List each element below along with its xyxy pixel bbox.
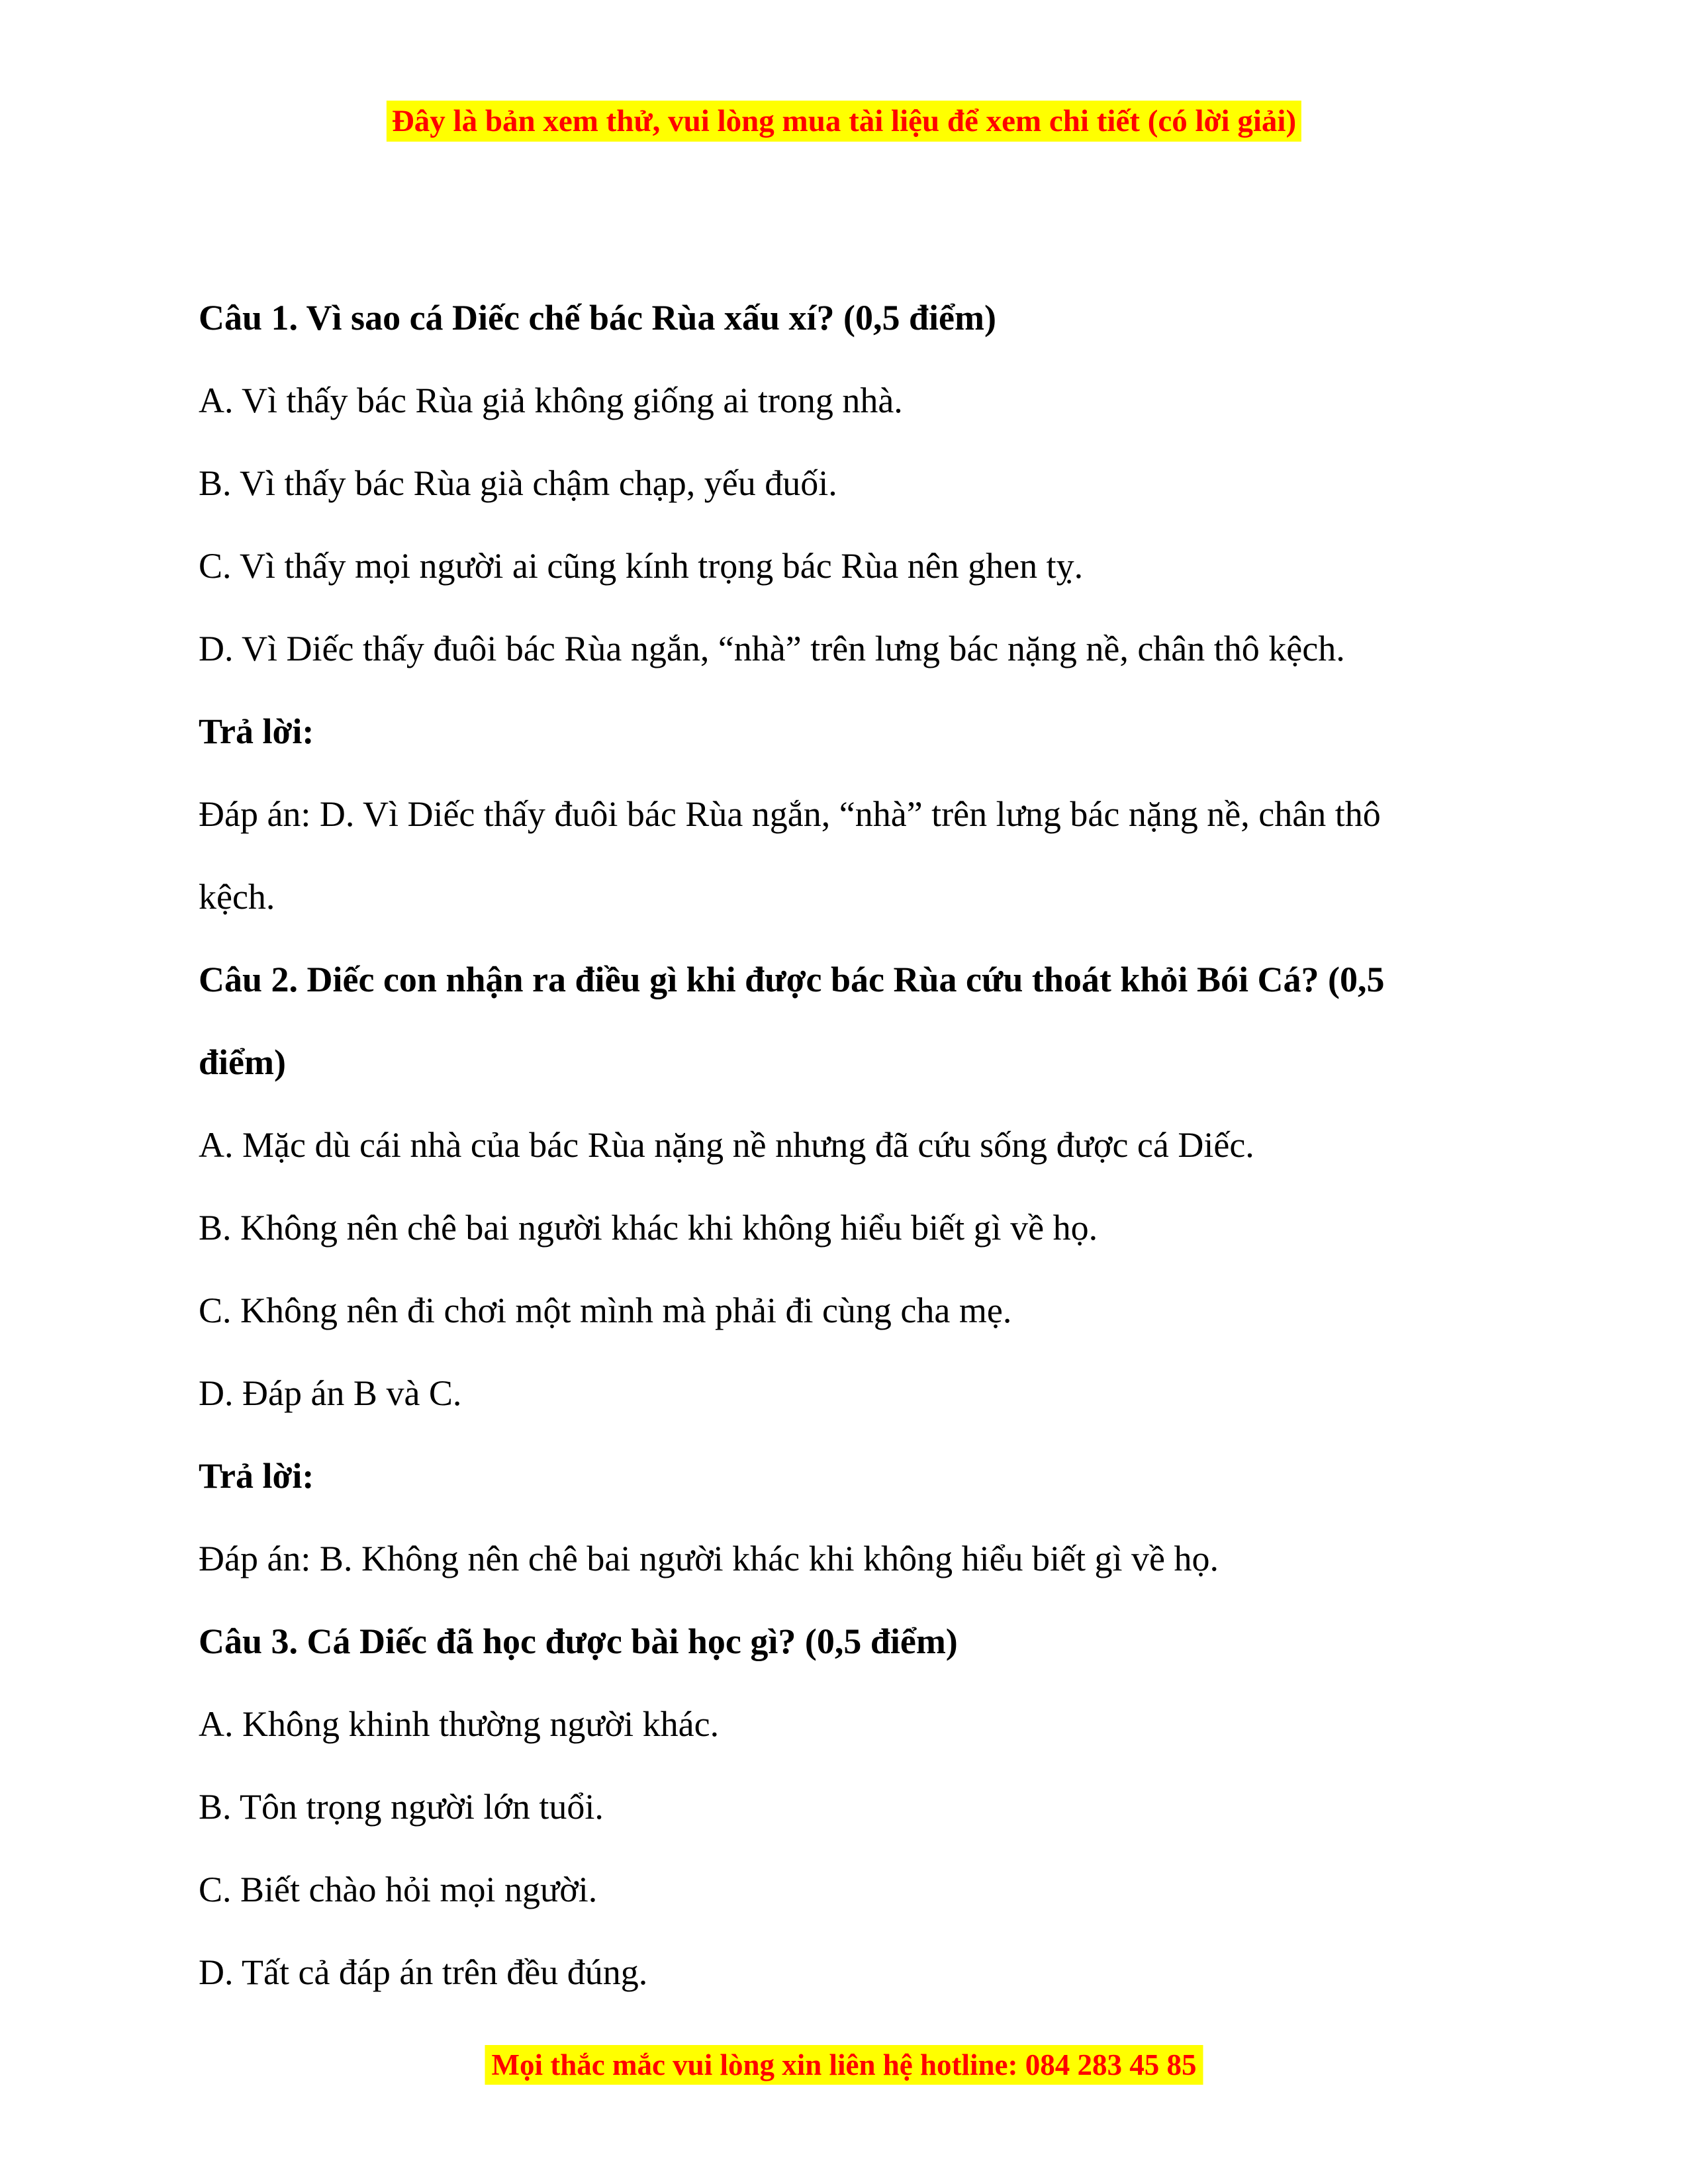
document-line: kệch. <box>199 877 275 917</box>
document-line: D. Đáp án B và C. <box>199 1373 462 1413</box>
document-line: Đáp án: B. Không nên chê bai người khác khi không hiểu biết gì về họ. <box>199 1539 1219 1578</box>
document-line: C. Không nên đi chơi một mình mà phải đi cùng cha mẹ. <box>199 1291 1012 1330</box>
document-line: C. Biết chào hỏi mọi người. <box>199 1870 598 1909</box>
document-line: Câu 1. Vì sao cá Diếc chế bác Rùa xấu xí? (0,5 điểm) <box>199 298 996 338</box>
document-line: C. Vì thấy mọi người ai cũng kính trọng bác Rùa nên ghen tỵ. <box>199 546 1084 586</box>
document-line: điểm) <box>199 1042 286 1082</box>
document-line: Câu 3. Cá Diếc đã học được bài học gì? (0,5 điểm) <box>199 1621 958 1661</box>
hotline-banner: Mọi thắc mắc vui lòng xin liên hệ hotline: 084 283 45 85 <box>485 2045 1203 2085</box>
preview-notice-banner: Đây là bản xem thử, vui lòng mua tài liệu để xem chi tiết (có lời giải) <box>387 101 1301 142</box>
document-line: A. Không khinh thường người khác. <box>199 1704 720 1744</box>
document-body <box>199 277 1489 2014</box>
document-line: A. Mặc dù cái nhà của bác Rùa nặng nề nhưng đã cứu sống được cá Diếc. <box>199 1125 1254 1165</box>
document-line: B. Vì thấy bác Rùa già chậm chạp, yếu đuối. <box>199 463 837 503</box>
document-line: Trả lời: <box>199 1456 314 1496</box>
document-line: B. Tôn trọng người lớn tuổi. <box>199 1787 604 1827</box>
document-line: A. Vì thấy bác Rùa giả không giống ai trong nhà. <box>199 381 903 420</box>
document-line: B. Không nên chê bai người khác khi không hiểu biết gì về họ. <box>199 1208 1098 1248</box>
document-line: Đáp án: D. Vì Diếc thấy đuôi bác Rùa ngắn, “nhà” trên lưng bác nặng nề, chân thô <box>199 794 1381 834</box>
document-line: D. Vì Diếc thấy đuôi bác Rùa ngắn, “nhà” trên lưng bác nặng nề, chân thô kệch. <box>199 629 1345 668</box>
document-line: Câu 2. Diếc con nhận ra điều gì khi được bác Rùa cứu thoát khỏi Bói Cá? (0,5 <box>199 960 1385 999</box>
document-line: Trả lời: <box>199 711 314 751</box>
document-line: D. Tất cả đáp án trên đều đúng. <box>199 1952 648 1992</box>
